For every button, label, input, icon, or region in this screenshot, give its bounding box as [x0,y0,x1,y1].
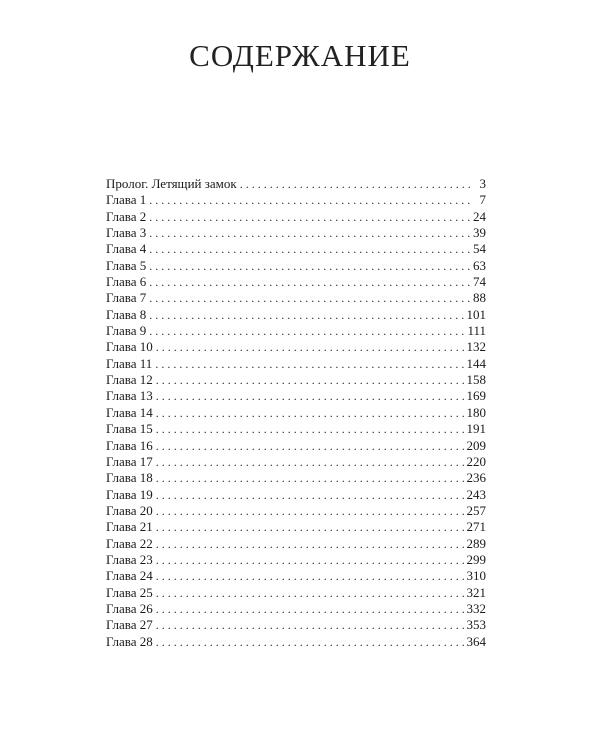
dot-leader [156,487,465,503]
table-of-contents [106,176,486,650]
toc-entry [106,372,486,388]
toc-entry [106,405,486,421]
dot-leader [156,405,465,421]
toc-entry-page: 24 [473,208,486,224]
toc-entry-label: Глава 10 [106,339,153,355]
dot-leader [156,634,465,650]
dot-leader [149,241,471,257]
toc-entry [106,258,486,274]
toc-entry-page: 209 [466,437,486,453]
toc-entry [106,323,486,339]
dot-leader [156,503,465,519]
toc-entry-page: 63 [473,257,486,273]
toc-entry [106,634,486,650]
toc-entry [106,503,486,519]
toc-entry-page: 169 [466,388,486,404]
toc-entry-label: Глава 15 [106,421,153,437]
toc-entry-page: 144 [466,355,486,371]
toc-entry [106,438,486,454]
toc-entry-page: 257 [466,502,486,518]
toc-entry-page: 39 [473,225,486,241]
toc-entry-page: 101 [466,306,486,322]
dot-leader [149,307,464,323]
toc-entry-label: Глава 19 [106,486,153,502]
dot-leader [155,356,464,372]
toc-entry-label: Глава 9 [106,323,147,339]
toc-entry-label: Глава 2 [106,208,147,224]
dot-leader [156,568,465,584]
dot-leader [149,258,471,274]
toc-entry-page: 3 [479,176,486,191]
dot-leader [156,617,465,633]
toc-entry [106,241,486,257]
dot-leader [156,470,465,486]
dot-leader [149,192,474,208]
dot-leader [240,176,474,192]
toc-entry-page: 236 [466,470,486,486]
toc-entry [106,585,486,601]
toc-entry-page: 353 [466,617,486,633]
toc-entry [106,487,486,503]
toc-entry-label: Глава 26 [106,600,153,616]
toc-entry-page: 310 [466,568,486,584]
toc-entry [106,192,486,208]
toc-entry-label: Глава 7 [106,290,147,306]
toc-entry-label: Глава 24 [106,568,153,584]
toc-entry [106,176,486,192]
dot-leader [156,438,465,454]
toc-entry [106,356,486,372]
dot-leader [156,421,465,437]
toc-entry-page: 54 [473,241,486,257]
dot-leader [149,290,471,306]
toc-entry-label: Глава 13 [106,388,153,404]
toc-entry-label: Глава 23 [106,551,153,567]
toc-entry [106,225,486,241]
toc-entry [106,339,486,355]
toc-entry-label: Глава 25 [106,584,153,600]
toc-entry-page: 158 [466,372,486,388]
dot-leader [156,552,465,568]
toc-entry-page: 243 [466,486,486,502]
dot-leader [156,536,465,552]
toc-entry-label: Глава 4 [106,241,147,257]
toc-entry-label: Глава 11 [106,355,153,371]
toc-entry [106,552,486,568]
toc-entry-label: Глава 16 [106,437,153,453]
toc-entry-page: 289 [466,535,486,551]
dot-leader [156,388,465,404]
toc-entry-label: Глава 27 [106,617,153,633]
toc-entry-label: Глава 14 [106,404,153,420]
toc-entry-label: Глава 6 [106,274,147,290]
toc-entry-page: 364 [466,633,486,649]
dot-leader [156,601,465,617]
toc-entry [106,421,486,437]
toc-entry-page: 321 [466,584,486,600]
dot-leader [156,454,465,470]
toc-entry-page: 74 [473,274,486,290]
toc-entry-label: Глава 28 [106,633,153,649]
toc-entry-label: Глава 12 [106,372,153,388]
toc-entry-page: 271 [466,519,486,535]
toc-entry-label: Глава 3 [106,225,147,241]
toc-entry-page: 88 [473,290,486,306]
toc-entry-label: Глава 21 [106,519,153,535]
dot-leader [149,209,471,225]
toc-entry [106,601,486,617]
toc-entry-page: 191 [466,421,486,437]
toc-entry [106,209,486,225]
toc-entry-label: Глава 5 [106,257,147,273]
toc-entry-label: Глава 20 [106,502,153,518]
toc-entry-page: 220 [466,453,486,469]
toc-entry-label: Глава 22 [106,535,153,551]
toc-entry-page: 7 [479,192,486,208]
dot-leader [149,225,471,241]
toc-entry-page: 132 [466,339,486,355]
dot-leader [156,519,465,535]
toc-entry [106,307,486,323]
page-title: СОДЕРЖАНИЕ [189,38,411,73]
toc-entry-page: 299 [466,551,486,567]
dot-leader [156,585,465,601]
toc-entry [106,519,486,535]
toc-entry [106,470,486,486]
dot-leader [149,323,465,339]
toc-entry-label: Глава 8 [106,306,147,322]
toc-entry [106,617,486,633]
toc-entry [106,388,486,404]
toc-entry-label: Глава 17 [106,453,153,469]
toc-entry-page: 332 [466,600,486,616]
toc-entry [106,274,486,290]
toc-entry [106,454,486,470]
dot-leader [156,372,465,388]
toc-entry [106,568,486,584]
toc-entry-label: Глава 1 [106,192,147,208]
toc-entry-page: 180 [466,404,486,420]
toc-entry-label: Пролог. Летящий замок [106,176,237,191]
dot-leader [149,274,471,290]
toc-entry [106,290,486,306]
dot-leader [156,339,465,355]
toc-entry-page: 111 [467,323,486,339]
toc-entry [106,536,486,552]
toc-entry-label: Глава 18 [106,470,153,486]
